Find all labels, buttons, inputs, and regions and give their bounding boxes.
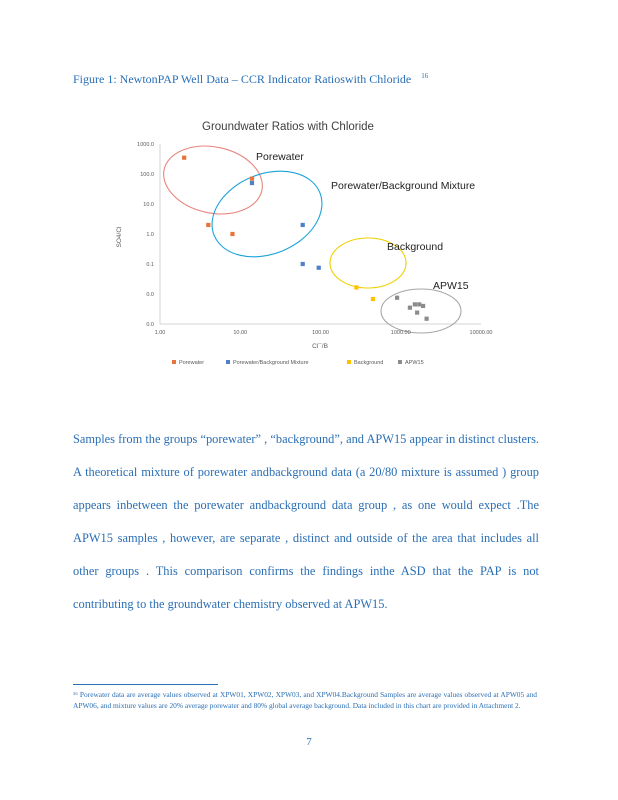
cluster-label: Background bbox=[387, 241, 444, 253]
x-tick-label: 1000.00 bbox=[390, 330, 411, 336]
x-tick-label: 1.00 bbox=[154, 330, 166, 336]
cluster-label: Porewater bbox=[256, 151, 304, 163]
data-point bbox=[182, 156, 186, 160]
cluster-label: Porewater/Background Mixture bbox=[331, 180, 476, 192]
cluster-ellipse bbox=[381, 289, 461, 333]
data-point bbox=[230, 232, 234, 236]
y-tick-label: 1.0 bbox=[146, 232, 154, 238]
x-tick-label: 10000.00 bbox=[469, 330, 493, 336]
y-tick-label: 10.0 bbox=[143, 202, 154, 208]
x-tick-labels bbox=[155, 330, 493, 336]
chart-legend bbox=[172, 360, 424, 366]
x-axis-label: Cl¯/B bbox=[312, 343, 328, 350]
page-number: 7 bbox=[306, 736, 312, 748]
data-point bbox=[395, 296, 399, 300]
y-tick-label: 100.0 bbox=[140, 172, 154, 178]
legend-label: Porewater bbox=[179, 360, 205, 366]
footnote-reference: 16 bbox=[421, 72, 429, 80]
data-point bbox=[421, 304, 425, 308]
chart-title: Groundwater Ratios with Chloride bbox=[202, 121, 374, 133]
figure-caption bbox=[73, 72, 428, 87]
y-tick-label: 1000.0 bbox=[137, 142, 154, 148]
legend-marker bbox=[172, 360, 176, 364]
data-point bbox=[425, 317, 429, 321]
x-tick-label: 10.00 bbox=[233, 330, 248, 336]
data-point bbox=[206, 223, 210, 227]
y-tick-labels bbox=[137, 142, 154, 328]
data-point bbox=[301, 223, 305, 227]
legend-marker bbox=[347, 360, 351, 364]
data-point bbox=[250, 181, 254, 185]
y-tick-label: 0.0 bbox=[146, 322, 154, 328]
figure-caption-text: Figure 1: NewtonPAP Well Data – CCR Indicator Ratioswith Chloride bbox=[73, 72, 412, 86]
y-tick-label: 0.0 bbox=[146, 292, 154, 298]
chart-container bbox=[76, 109, 526, 377]
data-point bbox=[408, 306, 412, 310]
y-axis-label: SO4/Cl bbox=[116, 226, 123, 248]
footnote-divider bbox=[73, 684, 218, 685]
legend-label: Background bbox=[354, 360, 384, 366]
body-paragraph bbox=[73, 423, 539, 621]
data-point bbox=[301, 262, 305, 266]
data-point bbox=[413, 302, 417, 306]
legend-marker bbox=[398, 360, 402, 364]
footnote: ¹⁶ Porewater data are average values observed at XPW01, XPW02, XPW03, and XPW04.Background Samples are average values observed at APW05 and APW06, and mixture values are 20% average porewater and 80% global average background. Data included in this chart are provided in Attachment 2. bbox=[73, 690, 537, 710]
data-point bbox=[317, 266, 321, 270]
paragraph-text: Samples from the groups “porewater” , “background”, and APW15 appear in distinct clusters. A theoretical mixture of porewater andbackground data (a 20/80 mixture is assumed ) group appears inbetween the porewater andbackground data group , as one would expect .The APW15 samples , however, are separate , distinct and outside of the area that includes all other groups . This comparison confirms the findings inthe ASD that the PAP is not contributing to the groundwater chemistry observed at APW15. bbox=[73, 432, 539, 611]
cluster-label: APW15 bbox=[433, 280, 469, 292]
data-point bbox=[371, 297, 375, 301]
legend-label: Porewater/Background Mixture bbox=[233, 360, 309, 366]
legend-marker bbox=[226, 360, 230, 364]
scatter-chart bbox=[76, 109, 526, 377]
y-tick-label: 0.1 bbox=[146, 262, 154, 268]
data-point bbox=[354, 285, 358, 289]
data-point bbox=[250, 177, 254, 181]
data-point bbox=[415, 310, 419, 314]
data-point bbox=[417, 302, 421, 306]
x-tick-label: 100.00 bbox=[312, 330, 329, 336]
legend-label: APW15 bbox=[405, 360, 424, 366]
